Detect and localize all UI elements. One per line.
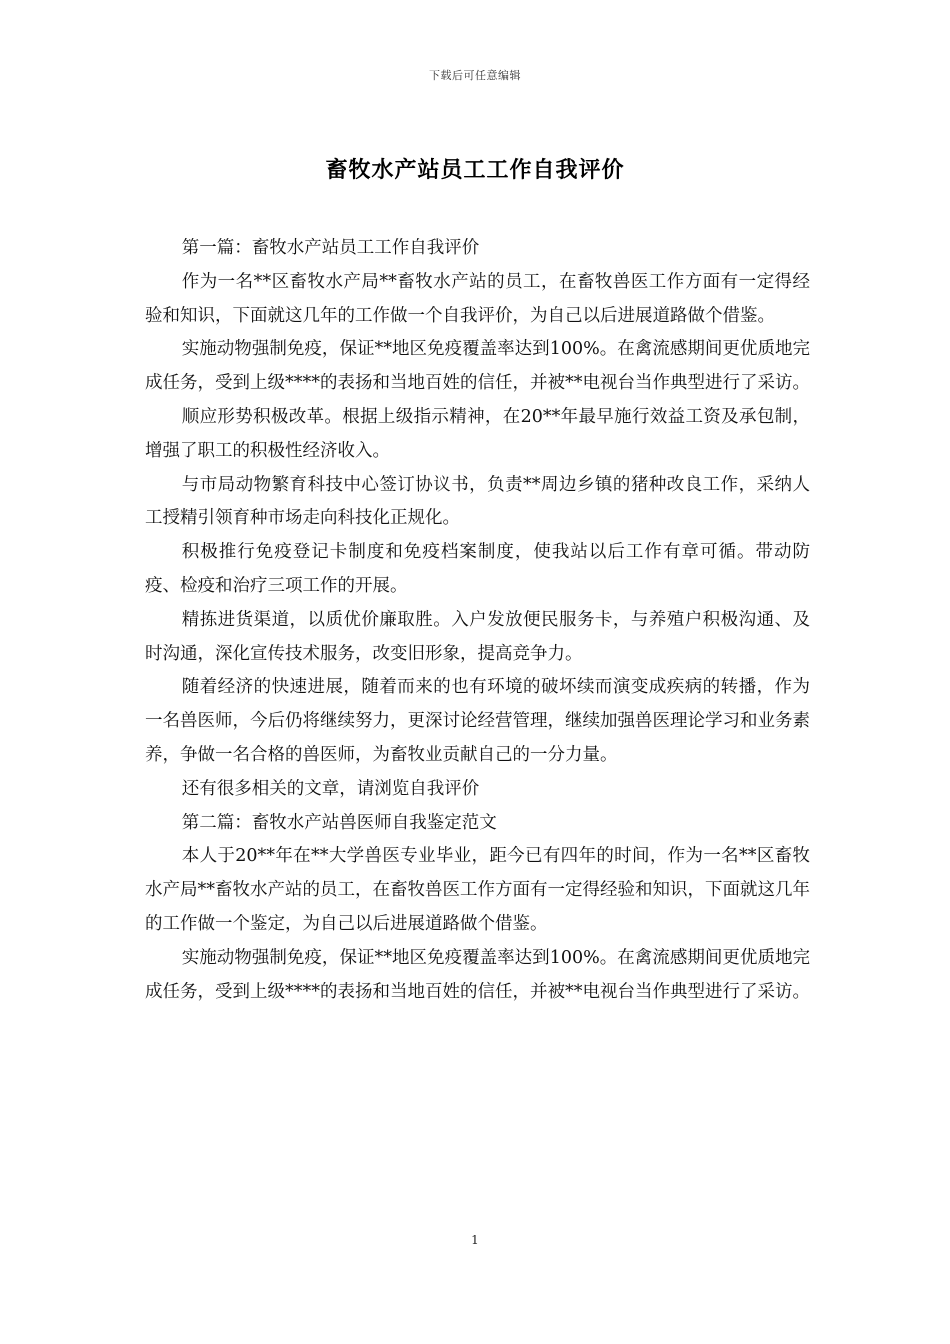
- paragraph: 随着经济的快速进展，随着而来的也有环境的破坏续而演变成疾病的转播，作为一名兽医师，今后仍将继续努力，更深讨论经营管理，继续加强兽医理论学习和业务素养，争做一名合格的兽医师，为畜牧业贡献自己的一分力量。: [145, 677, 810, 765]
- header-note: 下载后可任意编辑: [429, 69, 521, 82]
- paragraph: 精拣进货渠道，以质优价廉取胜。入户发放便民服务卡，与养殖户积极沟通、及时沟通，深化宣传技术服务，改变旧形象，提高竞争力。: [145, 609, 810, 664]
- paragraph: 实施动物强制免疫，保证**地区免疫覆盖率达到100%。在禽流感期间更优质地完成任务，受到上级****的表扬和当地百姓的信任，并被**电视台当作典型进行了采访。: [145, 947, 810, 1002]
- paragraph: 与市局动物繁育科技中心签订协议书，负责**周边乡镇的猪种改良工作，采纳人工授精引领育种市场走向科技化正规化。: [145, 474, 810, 529]
- section-heading-1: 第一篇：畜牧水产站员工工作自我评价: [181, 238, 480, 258]
- document-title: 畜牧水产站员工工作自我评价: [325, 157, 625, 183]
- paragraph: 作为一名**区畜牧水产局**畜牧水产站的员工，在畜牧兽医工作方面有一定得经验和知识，下面就这几年的工作做一个自我评价，为自己以后进展道路做个借鉴。: [145, 271, 810, 326]
- page-number: 1: [471, 1233, 479, 1247]
- document-body: [145, 232, 810, 1009]
- paragraph: 积极推行免疫登记卡制度和免疫档案制度，使我站以后工作有章可循。带动防疫、检疫和治疗三项工作的开展。: [145, 542, 810, 596]
- paragraph: 实施动物强制免疫，保证**地区免疫覆盖率达到100%。在禽流感期间更优质地完成任务，受到上级****的表扬和当地百姓的信任，并被**电视台当作典型进行了采访。: [145, 339, 810, 394]
- related-articles-note: 还有很多相关的文章，请浏览自我评价: [181, 778, 480, 799]
- paragraph: 本人于20**年在**大学兽医专业毕业，距今已有四年的时间，作为一名**区畜牧水产局**畜牧水产站的员工，在畜牧兽医工作方面有一定得经验和知识，下面就这几年的工作做一个鉴定，为自己以后进展道路做个借鉴。: [145, 846, 810, 934]
- paragraph: 顺应形势积极改革。根据上级指示精神，在20**年最早施行效益工资及承包制，增强了职工的积极性经济收入。: [145, 406, 810, 461]
- section-heading-2: 第二篇：畜牧水产站兽医师自我鉴定范文: [181, 812, 497, 833]
